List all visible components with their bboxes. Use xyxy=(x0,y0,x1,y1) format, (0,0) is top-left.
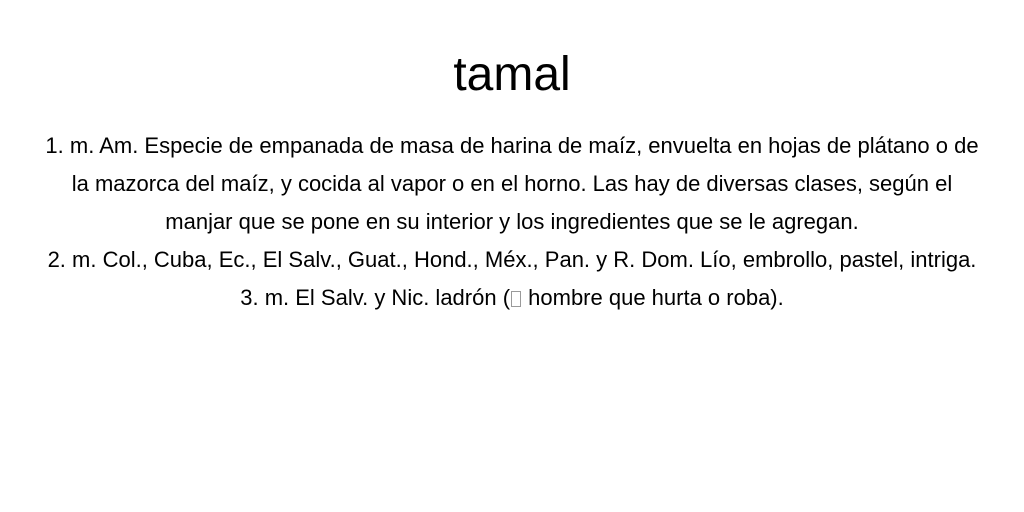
sense-3 xyxy=(40,279,984,317)
sense-2: 2. m. Col., Cuba, Ec., El Salv., Guat., Hond., Méx., Pan. y R. Dom. Lío, embrollo, pastel, intriga. xyxy=(47,247,977,272)
missing-glyph-icon xyxy=(511,291,521,307)
sense-3-text-start: 3. m. El Salv. y Nic. ladrón ( xyxy=(240,285,511,310)
sense-1: 1. m. Am. Especie de empanada de masa de harina de maíz, envuelta en hojas de plátano o de la mazorca del maíz, y cocida al vapor o en el horno. Las hay de diversas clases, según el manjar que se pone en su interior y los ingredientes que se le agregan. xyxy=(45,133,979,234)
sense-3-text-end: hombre que hurta o roba). xyxy=(522,285,784,310)
definition-block xyxy=(40,127,984,317)
headword: tamal xyxy=(453,48,571,101)
